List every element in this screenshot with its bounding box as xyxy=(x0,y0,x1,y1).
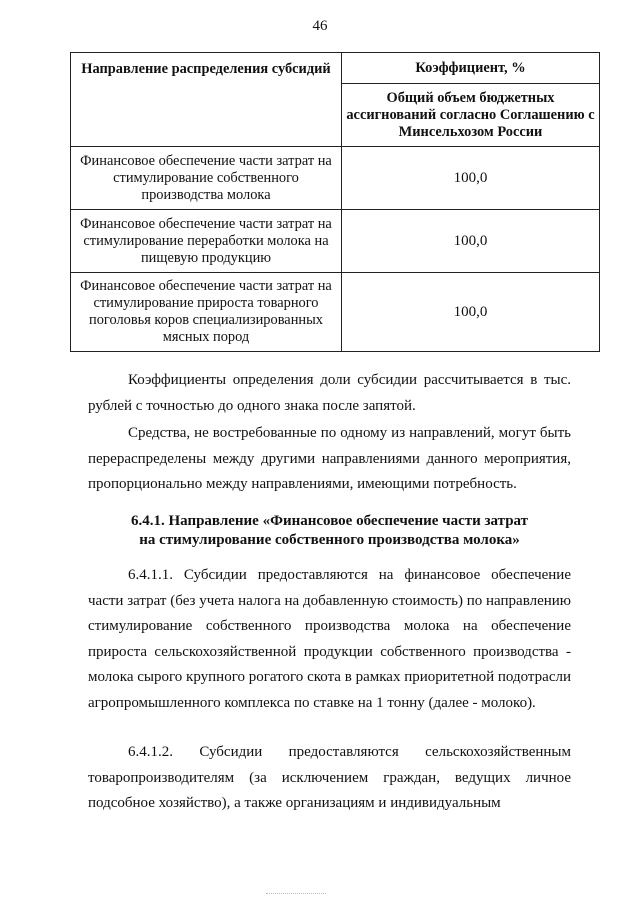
funds-paragraph xyxy=(88,421,571,498)
section-heading-line-2: на стимулирование собственного производства молока» xyxy=(139,532,520,548)
funds-text: Средства, не востребованные по одному из направлений, могут быть перераспределены между другими направлениями данного мероприятия, пропорционально между направлениями, имеющими потребность. xyxy=(88,425,571,492)
section-heading-line-1: 6.4.1. Направление «Финансовое обеспечение части затрат xyxy=(130,513,529,529)
row-coefficient: 100,0 xyxy=(342,147,600,210)
coefficients-paragraph xyxy=(88,368,571,419)
clause-text: 6.4.1.2. Субсидии предоставляются сельскохозяйственным товаропроизводителям (за исключением граждан, ведущих личное подсобное хозяйство), а также организациям и индивидуальным xyxy=(88,744,571,811)
row-direction: Финансовое обеспечение части затрат на стимулирование переработки молока на пищевую продукцию xyxy=(71,210,342,273)
row-direction: Финансовое обеспечение части затрат на стимулирование собственного производства молока xyxy=(71,147,342,210)
header-direction: Направление распределения субсидий xyxy=(71,53,342,147)
clause-text: 6.4.1.1. Субсидии предоставляются на финансовое обеспечение части затрат (без учета налога на добавленную стоимость) по направлению стимулирование собственного производства молока на обеспечение прироста сельскохозяйственной продукции собственного производства - молока сырого крупного рогатого скота в рамках приоритетной подотрасли агропромышленного комплекса по ставке на 1 тонну (далее - молоко). xyxy=(88,567,571,711)
clause-6-4-1-1 xyxy=(88,563,571,716)
page-number: 46 xyxy=(312,18,328,34)
row-coefficient: 100,0 xyxy=(342,210,600,273)
scan-footer-mark xyxy=(266,893,326,895)
header-budget-volume: Общий объем бюджетных ассигнований согласно Соглашению с Минсельхозом России xyxy=(342,84,600,147)
table-row xyxy=(71,210,600,273)
row-direction: Финансовое обеспечение части затрат на стимулирование прироста товарного поголовья коров специализированных мясных пород xyxy=(71,273,342,352)
table-row xyxy=(71,273,600,352)
coefficients-text: Коэффициенты определения доли субсидии рассчитывается в тыс. рублей с точностью до одного знака после запятой. xyxy=(88,372,571,414)
clause-6-4-1-2 xyxy=(88,740,571,817)
table-row xyxy=(71,147,600,210)
section-heading xyxy=(88,512,571,550)
subsidy-distribution-table xyxy=(70,52,600,352)
header-coefficient: Коэффициент, % xyxy=(342,53,600,84)
row-coefficient: 100,0 xyxy=(342,273,600,352)
